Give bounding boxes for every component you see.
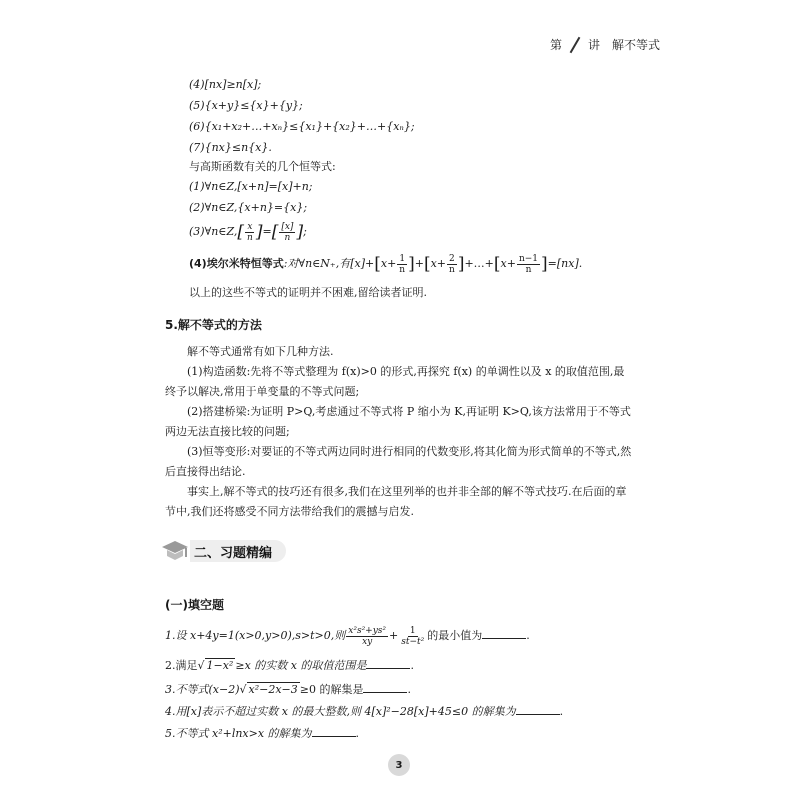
graduation-cap-icon (160, 539, 190, 563)
section-5-title: 5.解不等式的方法 (165, 318, 262, 332)
banner-title: 二、习题精编 (190, 540, 286, 562)
property-7: (7){nx}≤n{x}. (189, 141, 272, 154)
method-2-paragraph: (2)搭建桥梁:为证明 P>Q,考虑通过不等式将 P 缩小为 K,再证明 K>Q,该方法常用于不等式两边无法直接比较的问题; (165, 405, 631, 438)
method-1-paragraph: (1)构造函数:先将不等式整理为 f(x)>0 的形式,再探究 f(x) 的单调性以及 x 的取值范围,最终予以解决,常用于单变量的不等式问题; (165, 365, 625, 398)
exercises-banner (160, 538, 288, 564)
section-5-intro: 解不等式通常有如下几种方法. (187, 345, 334, 358)
proof-note: 以上的这些不等式的证明并不困难,留给读者证明. (189, 286, 427, 299)
answer-blank-1[interactable] (482, 628, 526, 639)
question-4: 4.用[x]表示不超过实数 x 的最大整数,则 4[x]²−28[x]+45≤0 的解集为 . (165, 705, 564, 718)
method-3-paragraph: (3)恒等变形:对要证的不等式两边同时进行相同的代数变形,将其化简为形式简单的不等式,然后直接得出结论. (165, 445, 632, 478)
question-5: 5.不等式 x²+lnx>x 的解集为 . (165, 727, 360, 740)
identity-4-label: (4)埃尔米特恒等式 (189, 257, 284, 270)
answer-blank-3[interactable] (363, 682, 407, 693)
identity-1: (1)∀n∈Z,[x+n]=[x]+n; (189, 180, 313, 193)
header-suffix: 讲 (587, 38, 600, 52)
identity-3-prefix: (3)∀n∈Z, (189, 225, 238, 238)
identity-2: (2)∀n∈Z,{x+n}={x}; (189, 201, 308, 214)
property-4: (4)[nx]≥n[x]; (189, 78, 262, 91)
header-title: 解不等式 (611, 38, 660, 52)
property-5: (5){x+y}≤{x}+{y}; (189, 99, 303, 112)
question-1: 1.设 x+4y=1(x>0,y>0),s>t>0,则 $\frac{\text{x²s²+ys²}}{xy}$ + $\frac{1}{\text{st−t²}}$ 的最小值为 . (165, 625, 530, 647)
identity-3-frac-b: $\frac{[x]}{n}$ (281, 221, 294, 243)
header-prefix: 第 (549, 38, 562, 52)
answer-blank-5[interactable] (312, 726, 356, 737)
closing-paragraph: 事实上,解不等式的技巧还有很多,我们在这里列举的也并非全部的解不等式技巧.在后面的章节中,我们还将感受不同方法带给我们的震撼与启发. (165, 485, 627, 518)
fill-in-subsection-title: (一)填空题 (165, 598, 224, 612)
page-number: 3 (388, 754, 410, 776)
running-header (550, 36, 660, 53)
identity-3-frac-a: $\frac{x}{n}$ (247, 221, 253, 243)
slash-mark-icon (566, 38, 584, 52)
answer-blank-4[interactable] (516, 704, 560, 715)
identity-4-hermite: (4)埃尔米特恒等式:对∀n∈N₊,有[x]+[x+ $\frac{1}{n}$ ]+[x+ $\frac{2}{n}$ ]+…+[x+ $\frac{n-1}{n}$ ]=[nx]. (189, 253, 583, 275)
identities-intro: 与高斯函数有关的几个恒等式: (189, 160, 336, 173)
question-2: 2.满足√ 1−x² ≥x 的实数 x 的取值范围是 . (165, 659, 414, 672)
property-6: (6){x₁+x₂+…+xₙ}≤{x₁}+{x₂}+…+{xₙ}; (189, 120, 415, 133)
answer-blank-2[interactable] (366, 658, 410, 669)
identity-3: (3)∀n∈Z,[ $\frac{x}{n}$ ]=[ $\frac{[x]}{n}$ ]; (189, 221, 307, 243)
question-3: 3.不等式(x−2)√ x²−2x−3 ≥0 的解集是 . (165, 683, 411, 696)
